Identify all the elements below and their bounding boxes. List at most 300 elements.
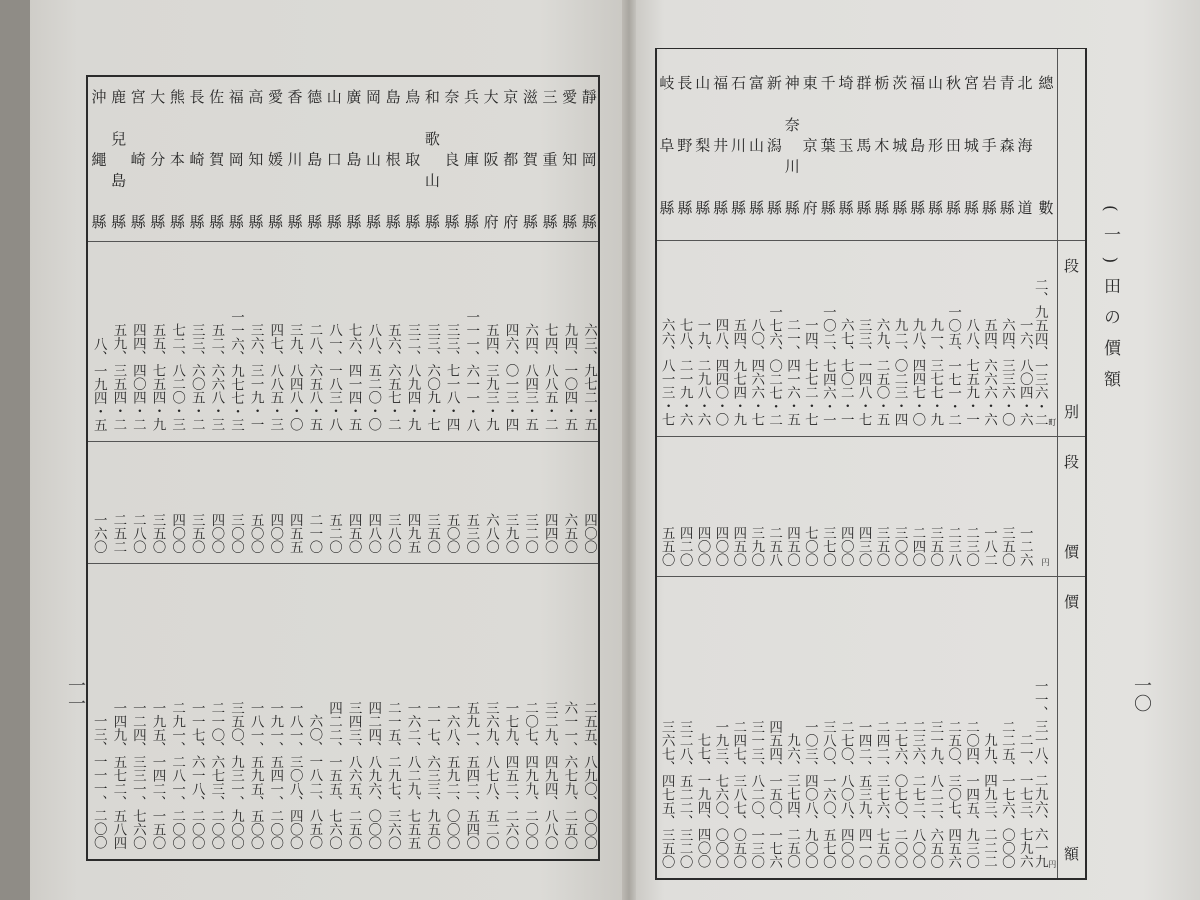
area-value: 五四、六六六・六 [980, 318, 997, 426]
prefecture-cell [693, 241, 711, 436]
value-value: 二一五、二九七、三六〇 [384, 700, 401, 849]
prefecture-cell [167, 442, 187, 563]
value-value: 一四九、五七二、五八四 [110, 700, 127, 849]
prefecture-cell [265, 77, 285, 241]
unit-price-value: 四〇〇 [169, 512, 186, 553]
prefecture-cell [675, 577, 693, 878]
value-value: 三一三、八二〇、一三〇 [748, 719, 765, 868]
prefecture-cell [441, 242, 461, 441]
unit-price-value: 三五〇 [873, 525, 890, 566]
prefecture-name: 岐阜縣 [657, 74, 676, 215]
value-value: 二二五、一七六、〇〇〇 [998, 719, 1015, 868]
area-value: 二一、四一六・五 [784, 318, 801, 426]
prefecture-name: 三重縣 [540, 89, 559, 229]
prefecture-cell [693, 49, 711, 240]
area-value: 九八、四四七・〇 [909, 318, 926, 426]
prefecture-name: 山形縣 [926, 74, 945, 215]
prefecture-cell [729, 49, 747, 240]
prefecture-cell [461, 242, 481, 441]
prefecture-cell [711, 49, 729, 240]
value-value: 二四七、三八七、〇五〇 [730, 719, 747, 868]
value-value: 三一九、八二二、六五〇 [927, 719, 944, 868]
area-value: 二八、六五八・五 [306, 323, 323, 431]
area-value: 三二、八九四・九 [404, 323, 421, 431]
value-value: 九九、四九三、二二二 [980, 733, 997, 868]
value-value: 二五五、八九〇、〇〇〇 [580, 700, 597, 849]
label-char: 價 [1063, 593, 1079, 611]
prefecture-cell [818, 577, 836, 878]
unit-price-value: 二三八 [945, 525, 962, 566]
unit-price-value: 三〇〇 [891, 525, 908, 566]
total-area [1033, 241, 1057, 436]
prefecture-name: 山口縣 [324, 89, 343, 229]
unit-price-value: 四〇〇 [694, 525, 711, 566]
prefecture-cell [578, 77, 598, 241]
prefecture-cell [323, 564, 343, 859]
prefecture-cell [943, 577, 961, 878]
prefecture-cell [657, 49, 675, 240]
prefecture-cell [363, 564, 383, 859]
prefecture-name: 靜岡縣 [579, 89, 598, 229]
area-value: 八八、七五九・一 [963, 318, 980, 426]
prefecture-name: 兵庫縣 [462, 89, 481, 229]
label-char: 段 [1063, 257, 1079, 275]
prefecture-cell [818, 49, 836, 240]
prefecture-cell [747, 49, 765, 240]
area-value: 一九、二九八・六 [694, 318, 711, 426]
prefecture-cell [167, 242, 187, 441]
prefecture-cell [711, 577, 729, 878]
prefecture-cell [480, 242, 500, 441]
area-value: 四六、〇一三・四 [502, 323, 519, 431]
area-value: 五四、九七四・九 [730, 318, 747, 426]
prefecture-cell [836, 437, 854, 576]
value-value: 三四三、八六五、二五〇 [345, 700, 362, 849]
area-value: 四七、八八五・三 [267, 323, 284, 431]
value-value: 二三六、二七二、八〇〇 [909, 719, 926, 868]
label-char: 額 [1063, 845, 1079, 863]
unit-price-value: 六五〇 [561, 512, 578, 553]
area-value: 六七、七〇二・一 [837, 318, 854, 426]
prefecture-cell [657, 437, 675, 576]
prefecture-cell [343, 442, 363, 563]
prefecture-cell [127, 564, 147, 859]
total-unit-price [1033, 437, 1057, 576]
prefecture-cell [225, 77, 245, 241]
unit-price-value: 三五〇 [424, 512, 441, 553]
prefecture-cell [657, 577, 675, 878]
prefecture-cell [559, 564, 579, 859]
prefecture-cell [127, 442, 147, 563]
total-header [1033, 49, 1057, 240]
prefecture-name: 愛媛縣 [265, 89, 284, 229]
prefecture-cell [764, 49, 782, 240]
prefecture-cell [245, 442, 265, 563]
prefecture-cell [500, 77, 520, 241]
prefecture-cell [304, 77, 324, 241]
prefecture-cell [147, 242, 167, 441]
unit-price-row [657, 437, 1085, 577]
unit-yen: 円 [1047, 860, 1057, 868]
prefecture-cell [382, 77, 402, 241]
prefecture-name: 和歌山縣 [422, 89, 441, 229]
unit-price-value: 四五〇 [345, 512, 362, 553]
area-value: 六四、三三六・〇 [998, 318, 1015, 426]
value-value: 一九五、一四二、一五〇 [149, 700, 166, 849]
prefecture-cell [402, 242, 422, 441]
area-value: 九二、〇二三・四 [891, 318, 908, 426]
prefecture-name: 德島縣 [305, 89, 324, 229]
unit-price-value: 五三〇 [463, 512, 480, 553]
unit-price-value: 六八〇 [482, 512, 499, 553]
prefecture-cell [943, 241, 961, 436]
prefecture-cell [225, 442, 245, 563]
prefecture-cell [782, 437, 800, 576]
value-value: 三六七、四七五、三五〇 [658, 719, 675, 868]
prefecture-name: 佐賀縣 [207, 89, 226, 229]
prefecture-cell [441, 77, 461, 241]
value-value: 一一七、六三三、九五〇 [424, 700, 441, 849]
prefecture-cell [186, 442, 206, 563]
prefecture-cell [304, 242, 324, 441]
prefecture-cell [908, 437, 926, 576]
area-value: 一六、八〇四・六 [1016, 318, 1033, 426]
prefecture-cell [363, 242, 383, 441]
prefecture-name: 福岡縣 [226, 89, 245, 229]
unit-price-value: 四〇〇 [208, 512, 225, 553]
area-value: 五二、六六八・三 [208, 323, 225, 431]
page-number-right: 一〇 [1131, 676, 1152, 712]
prefecture-name: 岩手縣 [979, 74, 998, 215]
unit-price-row [88, 442, 598, 564]
prefecture-cell [88, 442, 108, 563]
area-value: 五六、六五七・二 [384, 323, 401, 431]
prefecture-cell [304, 564, 324, 859]
prefecture-name: 鳥取縣 [403, 89, 422, 229]
prefecture-cell [747, 577, 765, 878]
prefecture-name: 新潟縣 [764, 74, 783, 215]
prefecture-name: 熊本縣 [167, 89, 186, 229]
prefecture-cell [943, 437, 961, 576]
total-value-amount: 一一、三一八、二九六、六一九 [1031, 679, 1048, 868]
prefecture-cell [997, 577, 1015, 878]
prefecture-cell [108, 442, 128, 563]
prefecture-cell [854, 49, 872, 240]
total-area-value: 二、九五四、一三六・二 [1031, 277, 1048, 426]
prefecture-cell [343, 242, 363, 441]
prefecture-cell [363, 77, 383, 241]
prefecture-cell [422, 564, 442, 859]
unit-price-value: 二五八 [766, 525, 783, 566]
prefecture-name: 埼玉縣 [836, 74, 855, 215]
prefecture-cell [979, 49, 997, 240]
unit-price-value: 三〇〇 [227, 512, 244, 553]
prefecture-cell [323, 442, 343, 563]
area-value: 一〇二、七四六・一 [819, 304, 836, 426]
unit-price-value: 三九〇 [502, 512, 519, 553]
prefecture-cell [480, 77, 500, 241]
prefecture-cell [675, 241, 693, 436]
prefecture-cell [961, 577, 979, 878]
value-value: 四二四、八九六、〇〇〇 [365, 700, 382, 849]
prefecture-cell [88, 77, 108, 241]
value-value: 一六八、五九二、〇〇〇 [443, 700, 460, 849]
prefecture-cell [997, 241, 1015, 436]
prefecture-cell [782, 577, 800, 878]
area-value: 六四、八四三・五 [522, 323, 539, 431]
prefecture-cell [500, 442, 520, 563]
prefecture-cell [147, 442, 167, 563]
prefecture-cell [657, 241, 675, 436]
prefecture-cell [284, 442, 304, 563]
area-value: 八八、五二〇・〇 [365, 323, 382, 431]
prefecture-cell [402, 564, 422, 859]
unit-price-value: 三五〇 [149, 512, 166, 553]
prefecture-name: 岡山縣 [363, 89, 382, 229]
area-value: 六六、八一三・七 [658, 318, 675, 426]
prefecture-name: 奈良縣 [442, 89, 461, 229]
value-value: 一三、一一一、二〇〇 [90, 714, 107, 849]
prefecture-cell [908, 49, 926, 240]
prefecture-name: 東京府 [800, 74, 819, 215]
prefecture-cell [382, 564, 402, 859]
prefecture-cell [284, 77, 304, 241]
prefecture-name: 鹿兒島縣 [109, 89, 128, 229]
area-value: 一四、七七二・七 [801, 318, 818, 426]
unit-price-value: 三八〇 [384, 512, 401, 553]
prefecture-cell [872, 241, 890, 436]
prefecture-cell [675, 437, 693, 576]
right-price-table [655, 48, 1087, 880]
value-value: 一四二、五三九、四一〇 [855, 719, 872, 868]
prefecture-cell [764, 241, 782, 436]
unit-price-value: 三五〇 [927, 525, 944, 566]
prefecture-cell [402, 442, 422, 563]
unit-price-value: 三七〇 [819, 525, 836, 566]
value-value: 二一、一七三、七九六 [1016, 733, 1033, 868]
prefecture-cell [961, 49, 979, 240]
value-value: 三二九、四九四、八八〇 [541, 700, 558, 849]
prefecture-cell [461, 442, 481, 563]
value-value: 一一七、六一八、二〇〇 [188, 700, 205, 849]
prefecture-cell [539, 77, 559, 241]
prefecture-cell [402, 77, 422, 241]
prefecture-cell [304, 442, 324, 563]
area-value: 一一六、九七七・三 [227, 309, 244, 431]
prefecture-name: 滋賀縣 [520, 89, 539, 229]
area-value: 一七六、〇二七・二 [766, 304, 783, 426]
value-value: 一七九、四五二、二六〇 [502, 700, 519, 849]
prefecture-cell [206, 77, 226, 241]
prefecture-name: 島根縣 [383, 89, 402, 229]
unit-yen: 円 [1041, 558, 1050, 566]
prefecture-cell [872, 437, 890, 576]
unit-price-value: 四〇〇 [837, 525, 854, 566]
prefecture-cell [108, 564, 128, 859]
label-char: 價 [1063, 543, 1079, 561]
value-value: 一六二、八二九、七五五 [404, 700, 421, 849]
value-value: 三六九、八七八、五二〇 [482, 700, 499, 849]
value-value: 一九一、五四一、二〇〇 [267, 700, 284, 849]
area-value: 一一一、六一一・八 [463, 309, 480, 431]
prefecture-cell [578, 442, 598, 563]
value-value: 四五四、一五〇、一七六 [766, 719, 783, 868]
value-value: 一〇三、四〇八、九〇〇 [801, 719, 818, 868]
value-value: 九六、三七四、二五〇 [784, 733, 801, 868]
prefecture-cell [997, 437, 1015, 576]
prefecture-name: 北海道 [1015, 74, 1034, 215]
prefecture-cell [441, 564, 461, 859]
area-value: 三三、一四八・七 [855, 318, 872, 426]
unit-price-value: 五〇〇 [247, 512, 264, 553]
prefecture-cell [147, 77, 167, 241]
value-value: 一八一、三〇八、四〇〇 [286, 700, 303, 849]
area-value: 六九、二五〇・五 [873, 318, 890, 426]
area-value: 八、一九四・五 [90, 336, 107, 431]
prefecture-cell [711, 437, 729, 576]
total-label: 總數 [1036, 74, 1055, 215]
area-value: 九一、三七七・九 [927, 318, 944, 426]
unit-price-value: 四三〇 [855, 525, 872, 566]
prefecture-name: 宮城縣 [961, 74, 980, 215]
area-row [88, 242, 598, 442]
prefecture-cell [186, 77, 206, 241]
area-value: 七二、八二〇・三 [169, 323, 186, 431]
prefecture-cell [88, 564, 108, 859]
value-value: 二五〇、三〇七、四五六 [945, 719, 962, 868]
prefecture-name: 神奈川縣 [782, 74, 801, 215]
value-value: 一八一、五九五、五〇〇 [247, 700, 264, 849]
unit-price-value: 五〇〇 [443, 512, 460, 553]
prefecture-cell [729, 577, 747, 878]
value-value: 三五〇、九三一、九〇〇 [227, 700, 244, 849]
unit-price-value: 四〇〇 [712, 525, 729, 566]
area-value: 三三、六〇九・七 [424, 323, 441, 431]
prefecture-name: 大分縣 [148, 89, 167, 229]
prefecture-cell [382, 242, 402, 441]
prefecture-cell [729, 437, 747, 576]
label-char: 段 [1063, 453, 1079, 471]
prefecture-cell [961, 437, 979, 576]
value-value: 六一一、六七九、二五〇 [561, 700, 578, 849]
prefecture-cell [854, 577, 872, 878]
prefecture-cell [872, 577, 890, 878]
prefecture-name: 青森縣 [997, 74, 1016, 215]
area-value: 三九、八四八・〇 [286, 323, 303, 431]
prefecture-cell [926, 241, 944, 436]
section-title: (一)田の價額 [1100, 205, 1120, 402]
prefecture-cell [265, 442, 285, 563]
prefecture-cell [800, 437, 818, 576]
prefecture-name: 栃木縣 [872, 74, 891, 215]
prefecture-cell [363, 442, 383, 563]
unit-price-value: 一八二 [980, 525, 997, 566]
area-value: 三三、七一八・四 [443, 323, 460, 431]
prefecture-cell [127, 77, 147, 241]
prefecture-name: 大阪府 [481, 89, 500, 229]
prefecture-cell [284, 242, 304, 441]
prefecture-cell [854, 241, 872, 436]
area-value: 四八、四四〇・〇 [712, 318, 729, 426]
area-value: 九四、一〇四・五 [561, 323, 578, 431]
prefecture-cell [836, 241, 854, 436]
prefecture-cell [943, 49, 961, 240]
row-label-value [1057, 577, 1085, 878]
unit-price-value: 二四〇 [909, 525, 926, 566]
prefecture-cell [500, 564, 520, 859]
unit-price-value: 五二〇 [326, 512, 343, 553]
prefecture-cell [890, 49, 908, 240]
prefecture-cell [818, 241, 836, 436]
prefecture-cell [480, 442, 500, 563]
prefecture-cell [890, 437, 908, 576]
total-value [1033, 577, 1057, 878]
value-value: 二四二、三七六、七五〇 [873, 719, 890, 868]
prefecture-name: 沖繩縣 [89, 89, 108, 229]
area-value: 八一、一八三・八 [326, 323, 343, 431]
prefecture-name: 長野縣 [675, 74, 694, 215]
prefecture-cell [979, 241, 997, 436]
value-value: 一九三、七六〇、〇〇〇 [712, 719, 729, 868]
header-row [88, 77, 598, 242]
prefecture-cell [854, 437, 872, 576]
unit-price-value: 四五〇 [730, 525, 747, 566]
prefecture-cell [147, 564, 167, 859]
prefecture-cell [422, 77, 442, 241]
prefecture-cell [206, 442, 226, 563]
value-value: 一二四、三三一、七六〇 [129, 700, 146, 849]
prefecture-cell [800, 241, 818, 436]
prefecture-cell [693, 577, 711, 878]
prefecture-cell [323, 77, 343, 241]
unit-price-value: 四〇〇 [267, 512, 284, 553]
label-char: 別 [1063, 403, 1079, 421]
prefecture-cell [167, 564, 187, 859]
prefecture-cell [539, 442, 559, 563]
prefecture-cell [520, 242, 540, 441]
prefecture-name: 高知縣 [246, 89, 265, 229]
prefecture-cell [997, 49, 1015, 240]
prefecture-cell [206, 242, 226, 441]
unit-price-value: 四九五 [404, 512, 421, 553]
prefecture-cell [343, 564, 363, 859]
prefecture-name: 廣島縣 [344, 89, 363, 229]
area-value: 五五、七五四・九 [149, 323, 166, 431]
prefecture-cell [559, 442, 579, 563]
unit-price-value: 四四〇 [541, 512, 558, 553]
unit-price-value: 四五〇 [784, 525, 801, 566]
prefecture-cell [926, 437, 944, 576]
prefecture-cell [890, 241, 908, 436]
unit-price-value: 三五〇 [998, 525, 1015, 566]
area-value: 六三、九七二・五 [580, 323, 597, 431]
prefecture-cell [343, 77, 363, 241]
prefecture-cell [836, 577, 854, 878]
unit-price-value: 四五五 [286, 512, 303, 553]
area-value: 八〇、四六六・七 [748, 318, 765, 426]
row-label-unit-price [1057, 437, 1085, 576]
prefecture-cell [800, 49, 818, 240]
prefecture-cell [926, 49, 944, 240]
prefecture-cell [382, 442, 402, 563]
value-value: 六〇、一八二、八五〇 [306, 714, 323, 849]
prefecture-cell [461, 564, 481, 859]
prefecture-cell [1015, 49, 1033, 240]
prefecture-name: 千葉縣 [818, 74, 837, 215]
prefecture-cell [225, 242, 245, 441]
book-gutter [622, 0, 636, 900]
prefecture-cell [225, 564, 245, 859]
